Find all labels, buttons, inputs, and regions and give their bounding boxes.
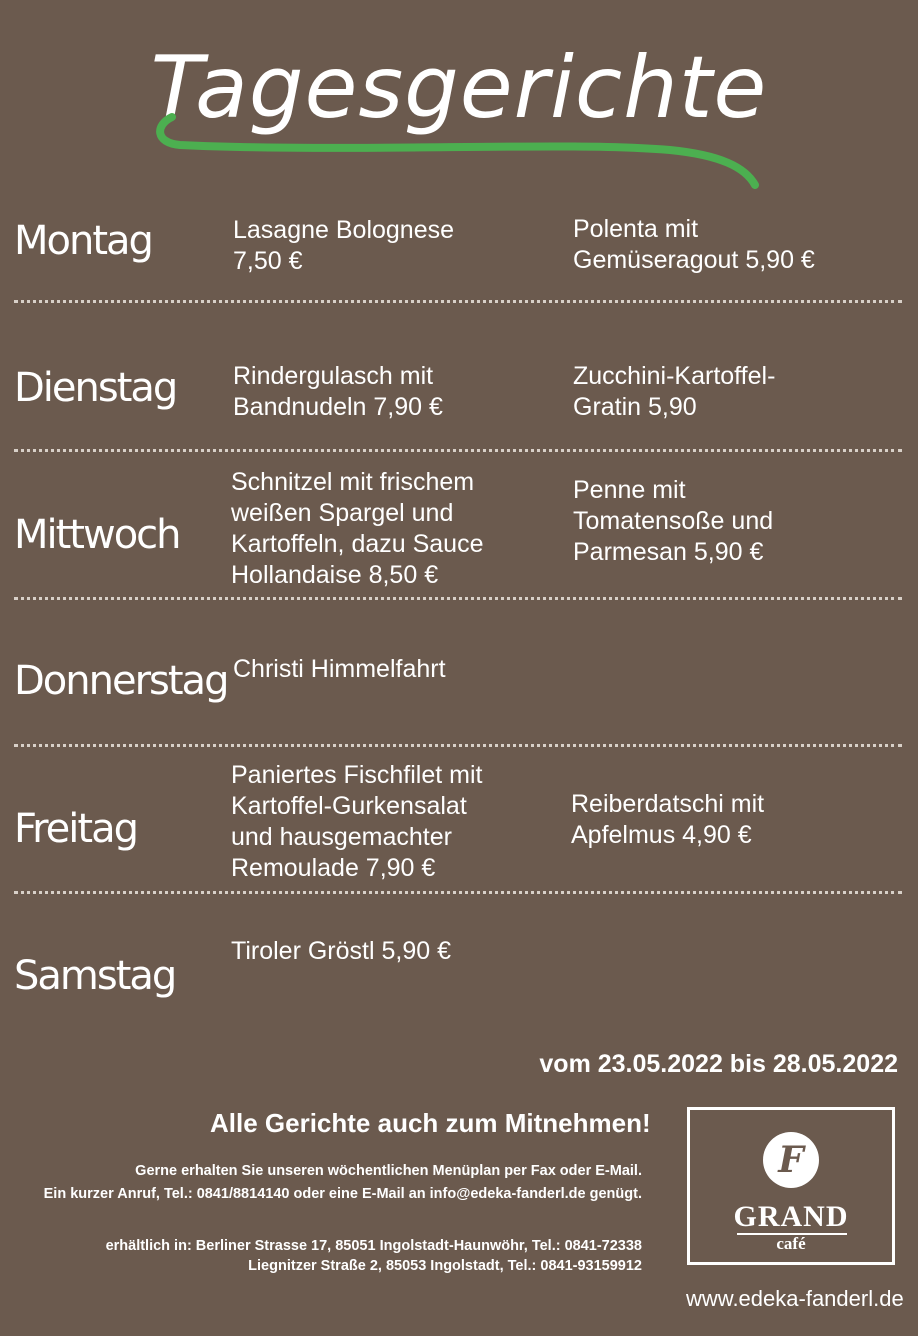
info-line-1: Gerne erhalten Sie unseren wöchentlichen Menüplan per Fax oder E-Mail. [135,1163,642,1179]
dish-dienstag-2: Zucchini-Kartoffel- Gratin 5,90 [573,362,776,421]
dish-samstag-1: Tiroler Gröstl 5,90 € [231,937,451,965]
info-line-2 [44,1186,642,1202]
divider [14,597,902,600]
info-line-2-prefix: Ein kurzer Anruf, Tel.: 0841/8814140 oder eine E-Mail an [43,1186,430,1202]
takeaway-note: Alle Gerichte auch zum Mitnehmen! [210,1108,651,1138]
dish-montag-1: Lasagne Bolognese 7,50 € [233,216,455,275]
address-line-1: erhältlich in: Berliner Strasse 17, 85051 Ingolstadt-Haunwöhr, Tel.: 0841-72338 [105,1238,642,1254]
divider [14,891,902,894]
divider [14,449,902,452]
day-label-mittwoch: Mittwoch [14,512,180,558]
page-title: Tagesgerichte [150,38,768,138]
divider [14,744,902,747]
menu-period: vom 23.05.2022 bis 28.05.2022 [539,1050,898,1078]
dish-freitag-2: Reiberdatschi mit Apfelmus 4,90 € [571,790,765,849]
address-line-2: Liegnitzer Straße 2, 85053 Ingolstadt, Tel.: 0841-93159912 [248,1258,642,1274]
logo-sub: café [776,1234,806,1253]
logo-f-icon: F [763,1132,819,1188]
dish-mittwoch-2: Penne mit Tomatensoße und Parmesan 5,90 € [573,476,774,566]
dish-mittwoch-1: Schnitzel mit frischem weißen Spargel und Kartoffeln, dazu Sauce Hollandaise 8,50 € [231,468,484,589]
grand-cafe-logo [687,1107,895,1265]
day-label-donnerstag: Donnerstag [14,658,228,704]
email-link[interactable]: info@edeka-fanderl.de [429,1186,586,1202]
day-label-dienstag: Dienstag [14,365,177,411]
info-line-2-suffix: genügt. [585,1186,642,1202]
dish-montag-2: Polenta mit Gemüseragout 5,90 € [573,215,815,274]
dish-donnerstag-1: Christi Himmelfahrt [233,655,446,683]
day-label-samstag: Samstag [14,953,176,999]
dish-freitag-1: Paniertes Fischfilet mit Kartoffel-Gurkensalat und hausgemachter Remoulade 7,90 € [231,761,483,882]
dish-dienstag-1: Rindergulasch mit Bandnudeln 7,90 € [233,362,443,421]
day-label-freitag: Freitag [14,806,137,852]
divider [14,300,902,303]
title-underline-swoosh [150,105,765,190]
website-link[interactable]: www.edeka-fanderl.de [686,1286,904,1311]
logo-name: GRAND [733,1200,849,1233]
day-label-montag: Montag [14,218,152,264]
